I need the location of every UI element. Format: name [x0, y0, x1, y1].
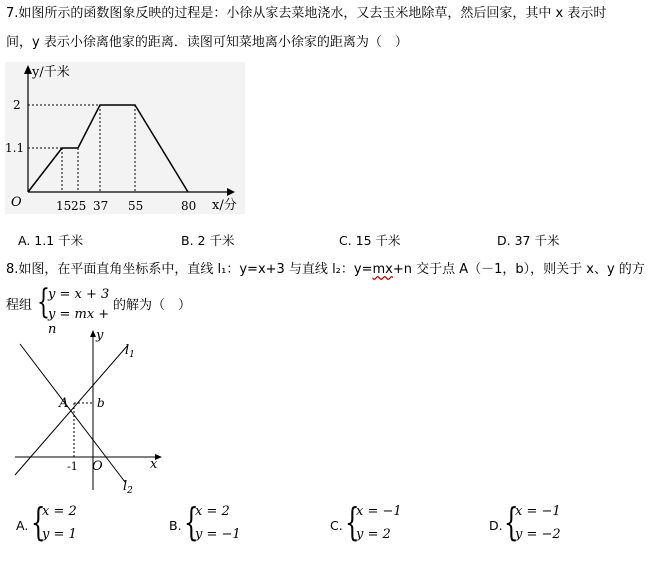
q7-option-c[interactable]: C. 15 千米: [339, 233, 401, 248]
q8-system-eq2: y = mx + n: [48, 307, 110, 337]
q8-minus-one-label: -1: [67, 460, 78, 473]
q8-system-eq1: y = x + 3: [48, 287, 110, 302]
q8-b-label: b: [97, 396, 105, 410]
q8-guide-lines: [74, 403, 93, 457]
q8-option-a-eq2: y = 1: [42, 527, 77, 542]
q8-line-l1: [15, 345, 128, 475]
q8-option-c-brace: {: [345, 500, 360, 544]
q8-l2-label: $l_2$: [123, 479, 133, 495]
q7-origin: O: [11, 195, 22, 210]
q7-xtick-37: 37: [93, 199, 109, 213]
q8-option-c-eq1: x = −1: [356, 504, 402, 519]
q8-option-a-eq1: x = 2: [42, 504, 77, 519]
q8-option-d-letter: D.: [489, 518, 503, 533]
q8-option-a-brace: {: [31, 500, 46, 544]
q8-option-b-eq2: y = −1: [195, 527, 241, 542]
q8-coordinate-graph: [10, 327, 170, 495]
q7-option-d[interactable]: D. 37 千米: [497, 233, 560, 248]
q8-option-c-eq2: y = 2: [356, 527, 391, 542]
q8-option-d-system: [504, 502, 594, 548]
q8-option-d-eq2: y = −2: [515, 527, 561, 542]
q8-option-d-brace: {: [504, 500, 519, 544]
q7-option-a[interactable]: A. 1.1 千米: [18, 233, 84, 248]
q7-ytick-2: 2: [13, 98, 21, 112]
q8-option-b-brace: {: [184, 500, 199, 544]
q7-xtick-25: 25: [71, 199, 87, 213]
q8-option-c-system: [345, 502, 435, 548]
q8-line1-mx: mx: [372, 262, 393, 277]
q8-l1-label: $l_1$: [125, 343, 135, 360]
q7-text-line2: 间，y 表示小徐离他家的距离．读图可知菜地离小徐家的距离为（ ）: [6, 35, 408, 50]
q7-option-b[interactable]: B. 2 千米: [181, 233, 235, 248]
q7-distance-time-graph: [5, 62, 245, 214]
q8-system-brace: {: [37, 282, 50, 322]
q8-option-b-system: [184, 502, 274, 548]
q8-y-axis-label: y: [96, 328, 104, 343]
q8-line1-end: +n 交于点 A（－1，b），则关于 x、y 的方: [392, 262, 645, 277]
q8-option-b-letter: B.: [169, 518, 182, 533]
q8-x-axis-label: x: [150, 457, 158, 472]
q7-xtick-15: 15: [56, 199, 72, 213]
q8-option-a-system: [31, 502, 111, 548]
q8-origin-label: O: [92, 459, 103, 474]
q8-option-c-letter: C.: [330, 518, 343, 533]
q7-xtick-55: 55: [128, 199, 144, 213]
q8-equation-system: [37, 282, 117, 337]
q8-line1-start: 8.如图，在平面直角坐标系中，直线 l₁：y=x+3 与直线 l₂：y=: [6, 262, 373, 277]
q7-xlabel: x/分: [212, 198, 237, 213]
q7-text-line1: 7.如图所示的函数图象反映的过程是：小徐从家去菜地浇水，又去玉米地除草，然后回家，其中 x 表示时: [6, 6, 607, 21]
q8-line2-start: 程组: [6, 298, 33, 313]
q7-xtick-80: 80: [181, 199, 197, 213]
q8-option-d-eq1: x = −1: [515, 504, 561, 519]
q8-point-a-label: A: [59, 396, 69, 411]
q8-option-b-eq1: x = 2: [195, 504, 230, 519]
q8-line2-end: 的解为（ ）: [113, 298, 192, 313]
q7-ylabel: y/千米: [32, 65, 70, 80]
q8-option-a-letter: A.: [16, 518, 29, 533]
q7-ytick-1-1: 1.1: [5, 141, 25, 155]
q8-text-line1: [6, 261, 645, 279]
